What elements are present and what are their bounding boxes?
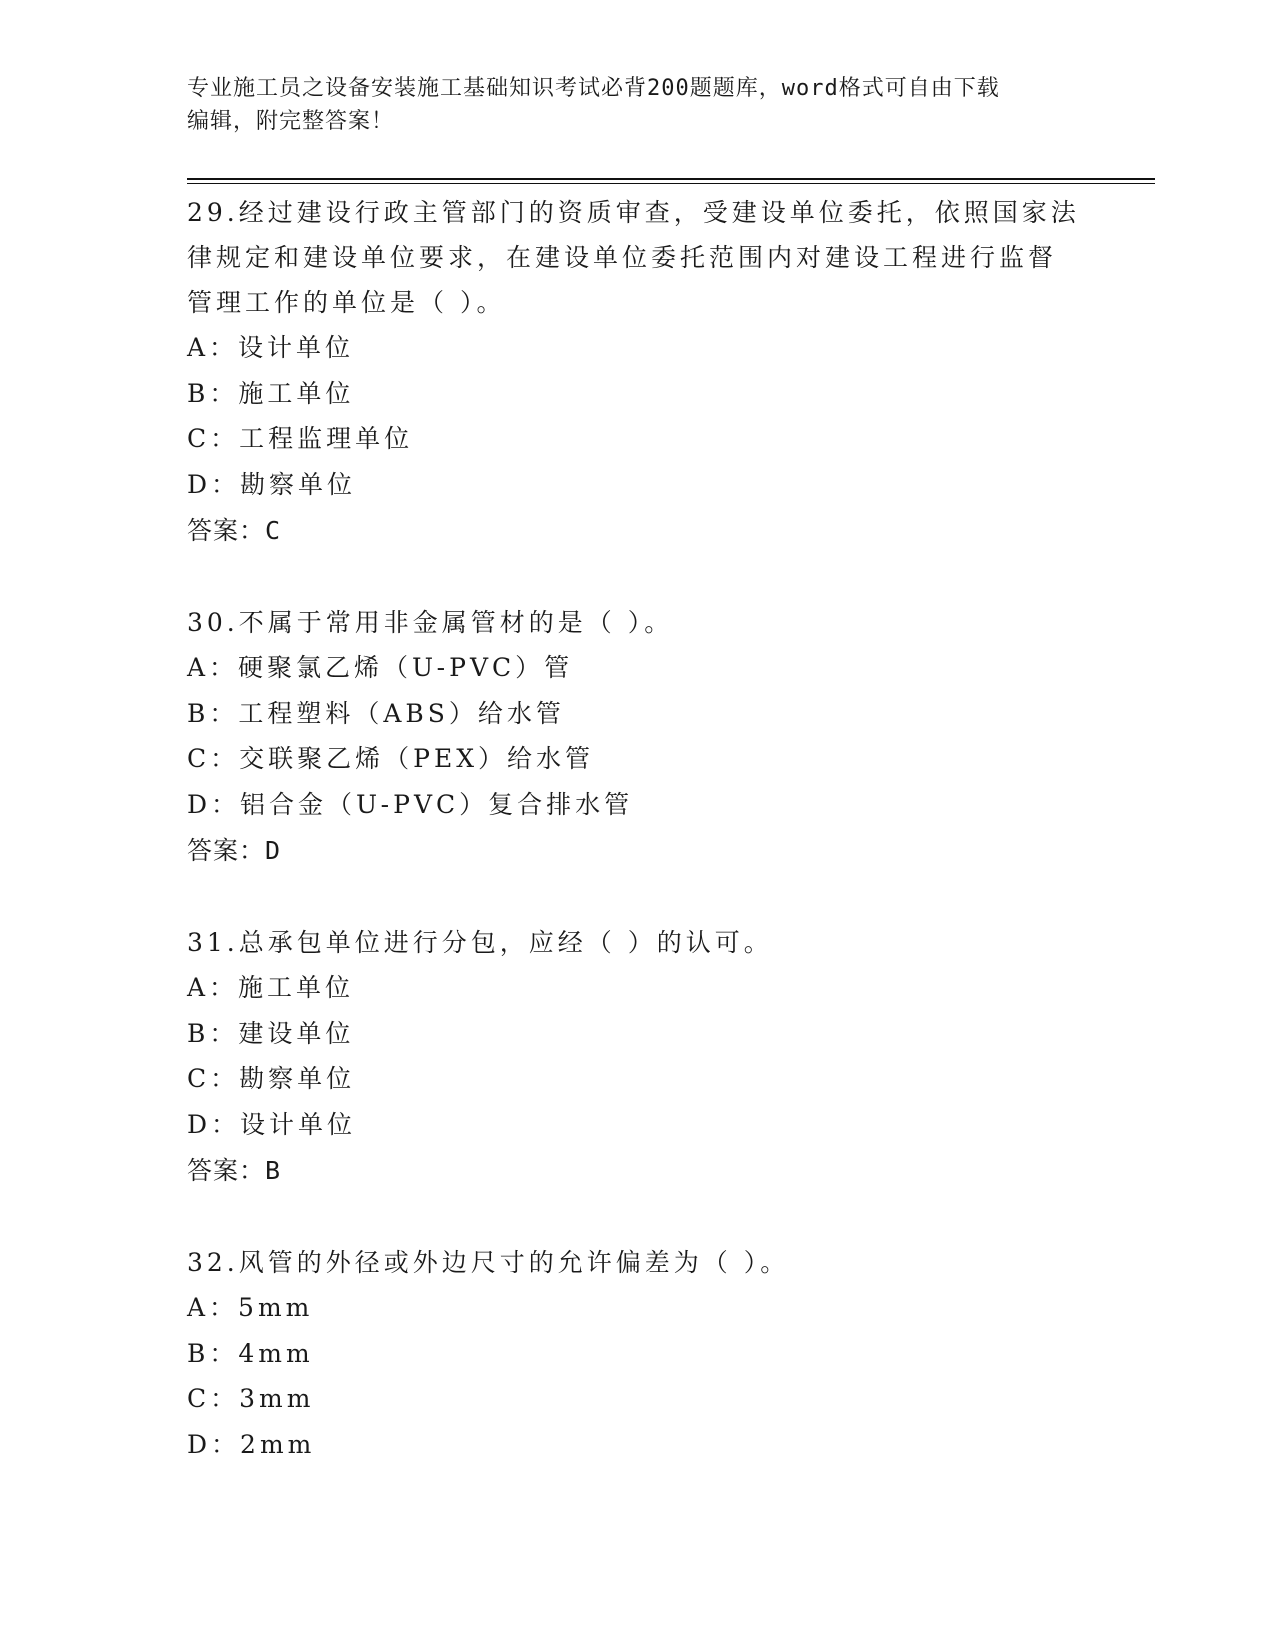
option-d: D：2mm bbox=[187, 1429, 316, 1459]
question-stem bbox=[187, 600, 1087, 645]
option-d: D：设计单位 bbox=[187, 1109, 357, 1139]
question-29 bbox=[187, 190, 1087, 554]
stem-line: 32.风管的外径或外边尺寸的允许偏差为（ ）。 bbox=[187, 1248, 790, 1277]
stem-line: 30.不属于常用非金属管材的是（ ）。 bbox=[187, 608, 674, 637]
option-d: D：铝合金（U-PVC）复合排水管 bbox=[187, 789, 634, 819]
stem-line: 律规定和建设单位要求，在建设单位委托范围内对建设工程进行监督 bbox=[187, 243, 1058, 272]
question-stem bbox=[187, 190, 1087, 325]
option-b: B：4mm bbox=[187, 1338, 314, 1368]
option-a: A：硬聚氯乙烯（U-PVC）管 bbox=[187, 653, 574, 682]
header-rule-thin bbox=[187, 183, 1155, 184]
header-line-1: 专业施工员之设备安装施工基础知识考试必背200题题库，word格式可自由下载 bbox=[187, 76, 1000, 101]
option-c: C：工程监理单位 bbox=[187, 424, 414, 453]
option-c: C：3mm bbox=[187, 1384, 315, 1413]
stem-line: 31.总承包单位进行分包，应经（ ）的认可。 bbox=[187, 928, 773, 957]
question-stem bbox=[187, 1240, 1087, 1285]
option-b: B：施工单位 bbox=[187, 378, 355, 408]
answer-label: 答案：D bbox=[187, 836, 282, 865]
option-b: B：建设单位 bbox=[187, 1018, 355, 1048]
option-d: D：勘察单位 bbox=[187, 469, 357, 499]
option-c: C：交联聚乙烯（PEX）给水管 bbox=[187, 744, 594, 773]
option-a: A：设计单位 bbox=[187, 333, 355, 362]
document-header bbox=[187, 72, 1087, 138]
stem-line: 29.经过建设行政主管部门的资质审查，受建设单位委托，依照国家法 bbox=[187, 198, 1080, 227]
header-rule-thick bbox=[187, 178, 1155, 180]
option-b: B：工程塑料（ABS）给水管 bbox=[187, 698, 565, 728]
question-31 bbox=[187, 920, 1087, 1194]
option-a: A：施工单位 bbox=[187, 973, 355, 1002]
answer-label: 答案：C bbox=[187, 516, 282, 545]
answer-label: 答案：B bbox=[187, 1156, 282, 1185]
header-line-2: 编辑，附完整答案！ bbox=[187, 109, 395, 134]
question-30 bbox=[187, 600, 1087, 874]
stem-line: 管理工作的单位是（ ）。 bbox=[187, 288, 506, 317]
option-a: A：5mm bbox=[187, 1293, 314, 1322]
option-c: C：勘察单位 bbox=[187, 1064, 356, 1093]
question-list bbox=[187, 190, 1087, 1513]
question-stem bbox=[187, 920, 1087, 965]
question-32 bbox=[187, 1240, 1087, 1467]
